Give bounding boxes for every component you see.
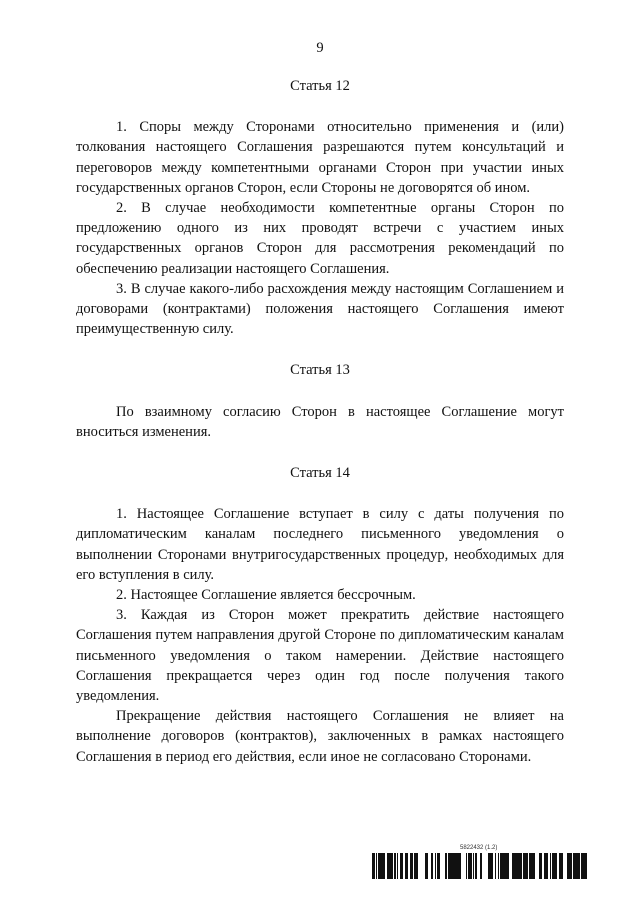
paragraph: 2. В случае необходимости компетентные органы Сторон по предложению одного из них проводят встречи с участием иных государственных органов Сторон для рассмотрения рекомендаций по обеспечению реализации настоящего Соглашения. (76, 200, 564, 277)
barcode-icon (372, 853, 592, 879)
article-title: Статья 13 (290, 362, 350, 379)
article-14 (76, 463, 564, 767)
article-12 (76, 76, 564, 339)
document-barcode (372, 845, 592, 879)
paragraph: По взаимному согласию Сторон в настоящее Соглашение могут вноситься изменения. (76, 403, 564, 440)
page-number: 9 (316, 40, 324, 56)
paragraph: 1. Настоящее Соглашение вступает в силу с даты получения по дипломатическим каналам последнего письменного уведомления о выполнении Сторонами внутригосударственных процедур, необходимых для его вступления в силу. (76, 506, 564, 583)
article-13 (76, 360, 564, 442)
paragraph: 1. Споры между Сторонами относительно применения и (или) толкования настоящего Соглашения разрешаются путем консультаций и переговоров между компетентными органами Сторон при участии иных государственных органов Сторон, если Стороны не договорятся об ином. (76, 119, 564, 196)
article-title: Статья 14 (290, 465, 350, 482)
paragraph: 2. Настоящее Соглашение является бессрочным. (116, 587, 416, 604)
paragraph: 3. Каждая из Сторон может прекратить действие настоящего Соглашения путем направления другой Стороне по дипломатическим каналам письменного уведомления о таком намерении. Действие настоящего Соглашения прекращается через один год после получения такого уведомления. (76, 607, 564, 705)
article-title: Статья 12 (290, 78, 350, 94)
document-body (76, 76, 564, 788)
paragraph: Прекращение действия настоящего Соглашения не влияет на выполнение договоров (контрактов), заключенных в рамках настоящего Соглашения в период его действия, если иное не согласовано Сторонами. (76, 708, 564, 765)
barcode-label: 5822432 (1.2) (460, 845, 498, 851)
paragraph: 3. В случае какого-либо расхождения между настоящим Соглашением и договорами (контрактами) положения настоящего Соглашения имеют преимущественную силу. (76, 280, 564, 338)
